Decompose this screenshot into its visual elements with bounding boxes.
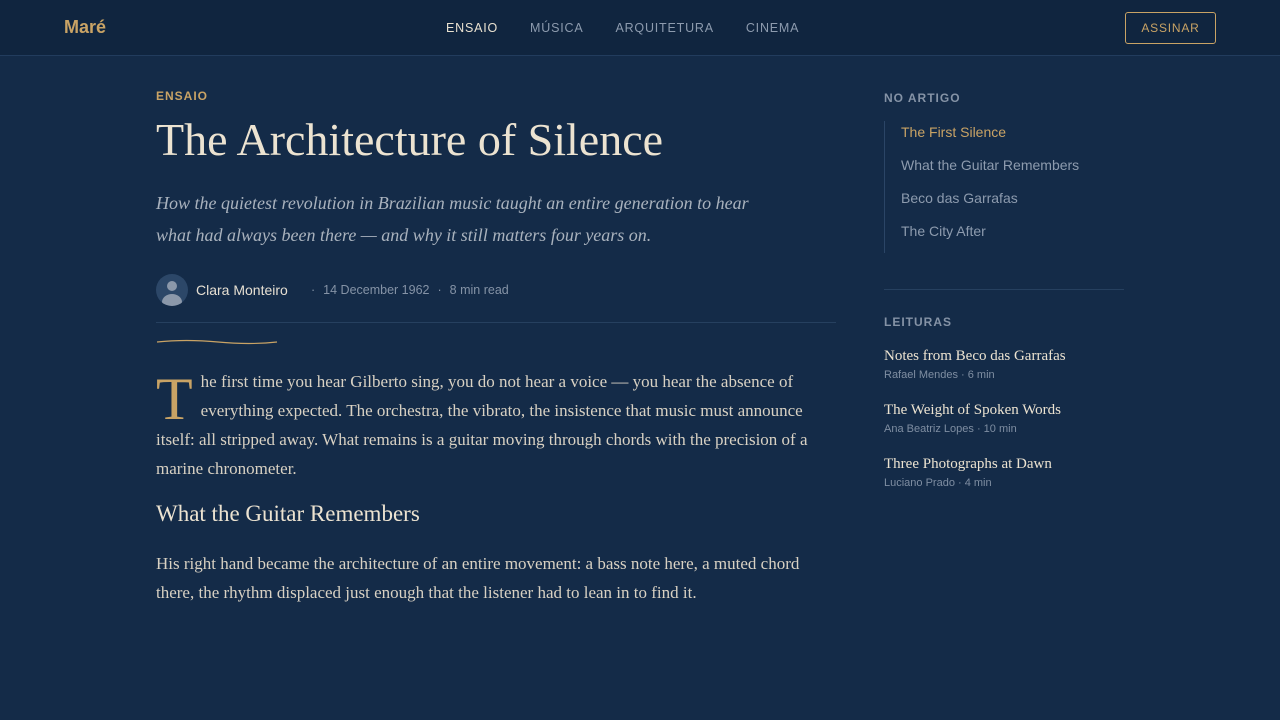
paragraph-section: His right hand became the architecture of an entire movement: a bass note here, a muted chord there, the rhythm displaced just enough that the listener had to lean in to find it. bbox=[156, 554, 800, 602]
toc-item-guitar-remembers[interactable]: What the Guitar Remembers bbox=[901, 157, 1080, 173]
paragraph-intro bbox=[156, 367, 836, 483]
main-nav bbox=[446, 21, 831, 35]
reading-item[interactable] bbox=[884, 346, 1124, 400]
reading-item[interactable] bbox=[884, 400, 1124, 454]
nav-cinema[interactable]: CINEMA bbox=[745, 21, 800, 35]
toc-heading: NO ARTIGO bbox=[884, 91, 961, 105]
meta-separator-icon: · bbox=[311, 283, 316, 297]
reading-title: Notes from Beco das Garrafas bbox=[884, 348, 1066, 364]
article-subtitle: How the quietest revolution in Brazilian music taught an entire generation to hear what had always been there — and why it still matters four years on. bbox=[156, 193, 749, 245]
reading-item[interactable] bbox=[884, 454, 1124, 508]
article-category[interactable]: ENSAIO bbox=[156, 89, 209, 103]
reading-title: Three Photographs at Dawn bbox=[884, 456, 1052, 472]
article-meta bbox=[303, 283, 509, 297]
top-bar bbox=[0, 0, 1280, 56]
read-time: 8 min read bbox=[449, 283, 509, 297]
avatar-head bbox=[167, 281, 177, 291]
author-avatar bbox=[156, 274, 188, 306]
section-heading: What the Guitar Remembers bbox=[156, 501, 420, 526]
toc-item-beco-das-garrafas[interactable]: Beco das Garrafas bbox=[901, 190, 1018, 206]
reading-meta: Ana Beatriz Lopes · 10 min bbox=[884, 423, 1017, 435]
author-name[interactable]: Clara Monteiro bbox=[196, 282, 288, 298]
nav-musica[interactable]: MÚSICA bbox=[530, 21, 584, 35]
paragraph-intro-text: he first time you hear Gilberto sing, you do not hear a voice — you hear the absence of everything expected. The orchestra, the vibrato, the insistence that music must announce itself: all stripped away. What remains is a guitar moving through chords with the precision of a marine chronometer. bbox=[156, 372, 808, 478]
toc-item-city-after[interactable]: The City After bbox=[901, 223, 986, 239]
reading-title: The Weight of Spoken Words bbox=[884, 402, 1062, 418]
drop-cap: T bbox=[156, 366, 193, 432]
readings-heading: LEITURAS bbox=[884, 315, 952, 329]
article-title: The Architecture of Silence bbox=[156, 114, 664, 165]
subscribe-button[interactable]: ASSINAR bbox=[1125, 12, 1216, 44]
reading-meta: Rafael Mendes · 6 min bbox=[884, 369, 995, 381]
reading-meta: Luciano Prado · 4 min bbox=[884, 477, 992, 489]
byline bbox=[156, 274, 836, 323]
wave-flourish-icon bbox=[156, 338, 280, 346]
readings-list bbox=[884, 346, 1124, 508]
sidebar-divider bbox=[884, 289, 1124, 290]
nav-ensaio[interactable]: ENSAIO bbox=[446, 21, 499, 35]
publish-date: 14 December 1962 bbox=[323, 283, 430, 297]
site-logo[interactable]: Maré bbox=[64, 17, 107, 37]
toc-item-first-silence[interactable]: The First Silence bbox=[901, 124, 1007, 140]
table-of-contents bbox=[884, 121, 1124, 253]
avatar-body bbox=[162, 294, 182, 306]
nav-arquitetura[interactable]: ARQUITETURA bbox=[615, 21, 714, 35]
meta-separator-icon: · bbox=[437, 283, 442, 297]
